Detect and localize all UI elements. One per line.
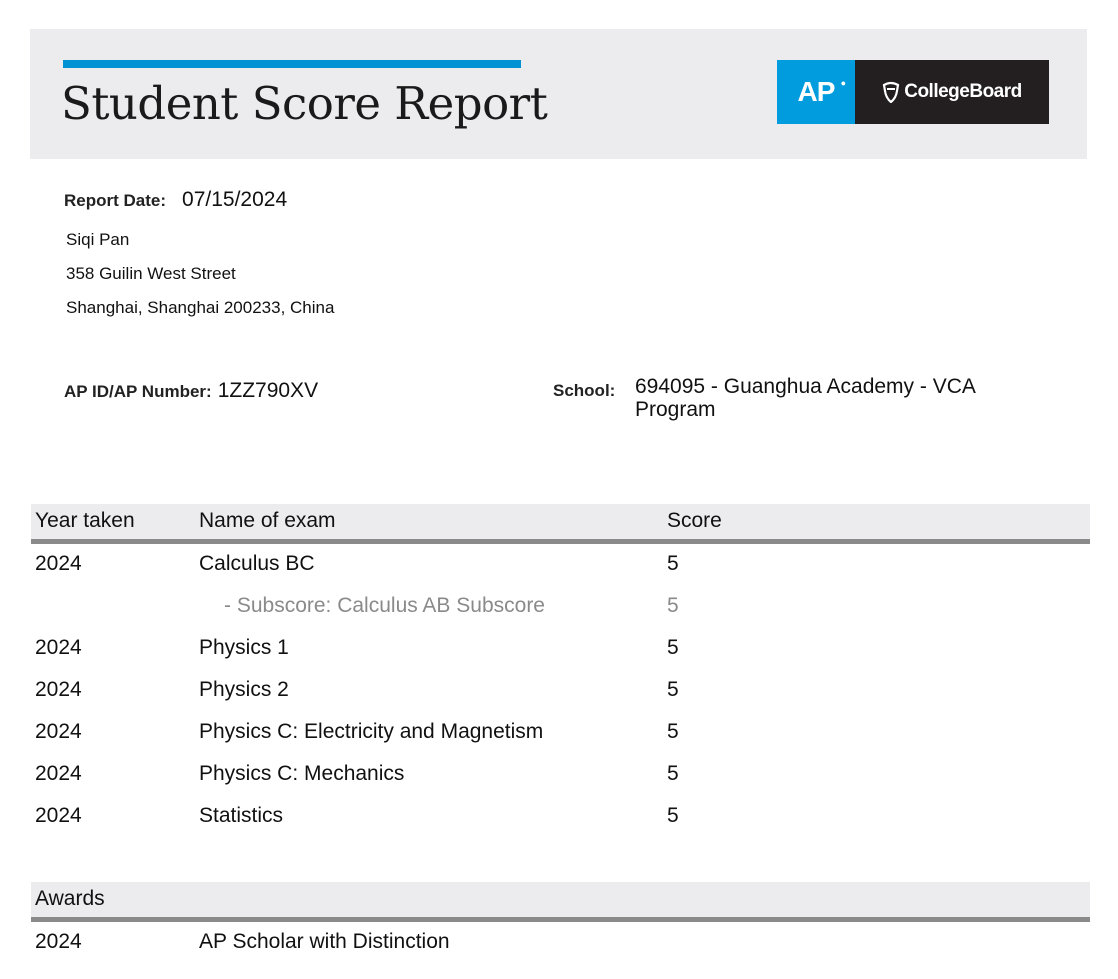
ap-logo	[777, 60, 855, 124]
award-year: 2024	[35, 930, 82, 953]
row-year: 2024	[35, 678, 82, 701]
table-row	[31, 715, 1090, 757]
header-score: Score	[667, 509, 722, 532]
row-score: 5	[667, 762, 679, 785]
registered-mark-icon: ●	[840, 78, 845, 88]
address-line-2: Shanghai, Shanghai 200233, China	[66, 298, 335, 317]
award-row	[31, 925, 1090, 967]
table-row	[31, 547, 1090, 589]
ap-id	[64, 379, 318, 403]
student-name: Siqi Pan	[66, 230, 130, 249]
report-date-value: 07/15/2024	[182, 188, 288, 211]
row-score: 5	[667, 720, 679, 743]
row-score: 5	[667, 552, 679, 575]
table-row	[31, 799, 1090, 841]
header-year-taken: Year taken	[35, 509, 135, 532]
row-subscore-value: 5	[667, 594, 679, 617]
header-exam-name: Name of exam	[199, 509, 336, 532]
table-row	[31, 757, 1090, 799]
row-score: 5	[667, 636, 679, 659]
row-score: 5	[667, 678, 679, 701]
acorn-icon	[882, 81, 900, 103]
ap-collegeboard-logo	[777, 60, 1049, 124]
header-awards: Awards	[35, 887, 105, 910]
row-score: 5	[667, 804, 679, 827]
address-line-1: 358 Guilin West Street	[66, 264, 236, 283]
row-exam: Calculus BC	[199, 552, 315, 575]
report-date	[64, 188, 287, 212]
collegeboard-logo	[855, 60, 1049, 124]
row-exam: Physics 2	[199, 678, 289, 701]
school-value: 694095 - Guanghua Academy - VCA Program	[635, 375, 975, 421]
ap-id-value: 1ZZ790XV	[217, 379, 319, 402]
row-exam: Statistics	[199, 804, 284, 827]
row-year: 2024	[35, 804, 82, 827]
scores-table-header	[31, 504, 1090, 544]
subscore-row	[31, 589, 1090, 631]
school-label: School:	[553, 381, 616, 400]
report-date-label: Report Date:	[64, 191, 167, 210]
table-row	[31, 673, 1090, 715]
row-exam: Physics C: Electricity and Magnetism	[199, 720, 544, 743]
award-name: AP Scholar with Distinction	[199, 930, 450, 953]
collegeboard-logo-text: CollegeBoard	[904, 81, 1022, 102]
report-header	[30, 29, 1087, 159]
row-exam: Physics C: Mechanics	[199, 762, 405, 785]
row-year: 2024	[35, 636, 82, 659]
ap-logo-text: AP	[797, 76, 835, 107]
table-row	[31, 631, 1090, 673]
row-subscore-name: - Subscore: Calculus AB Subscore	[224, 594, 545, 617]
row-exam: Physics 1	[199, 636, 289, 659]
row-year: 2024	[35, 762, 82, 785]
header-accent-bar	[63, 60, 521, 68]
row-year: 2024	[35, 720, 82, 743]
page-title: Student Score Report	[61, 77, 548, 130]
row-year: 2024	[35, 552, 82, 575]
awards-table-header	[31, 882, 1090, 922]
ap-id-label: AP ID/AP Number:	[64, 382, 212, 401]
